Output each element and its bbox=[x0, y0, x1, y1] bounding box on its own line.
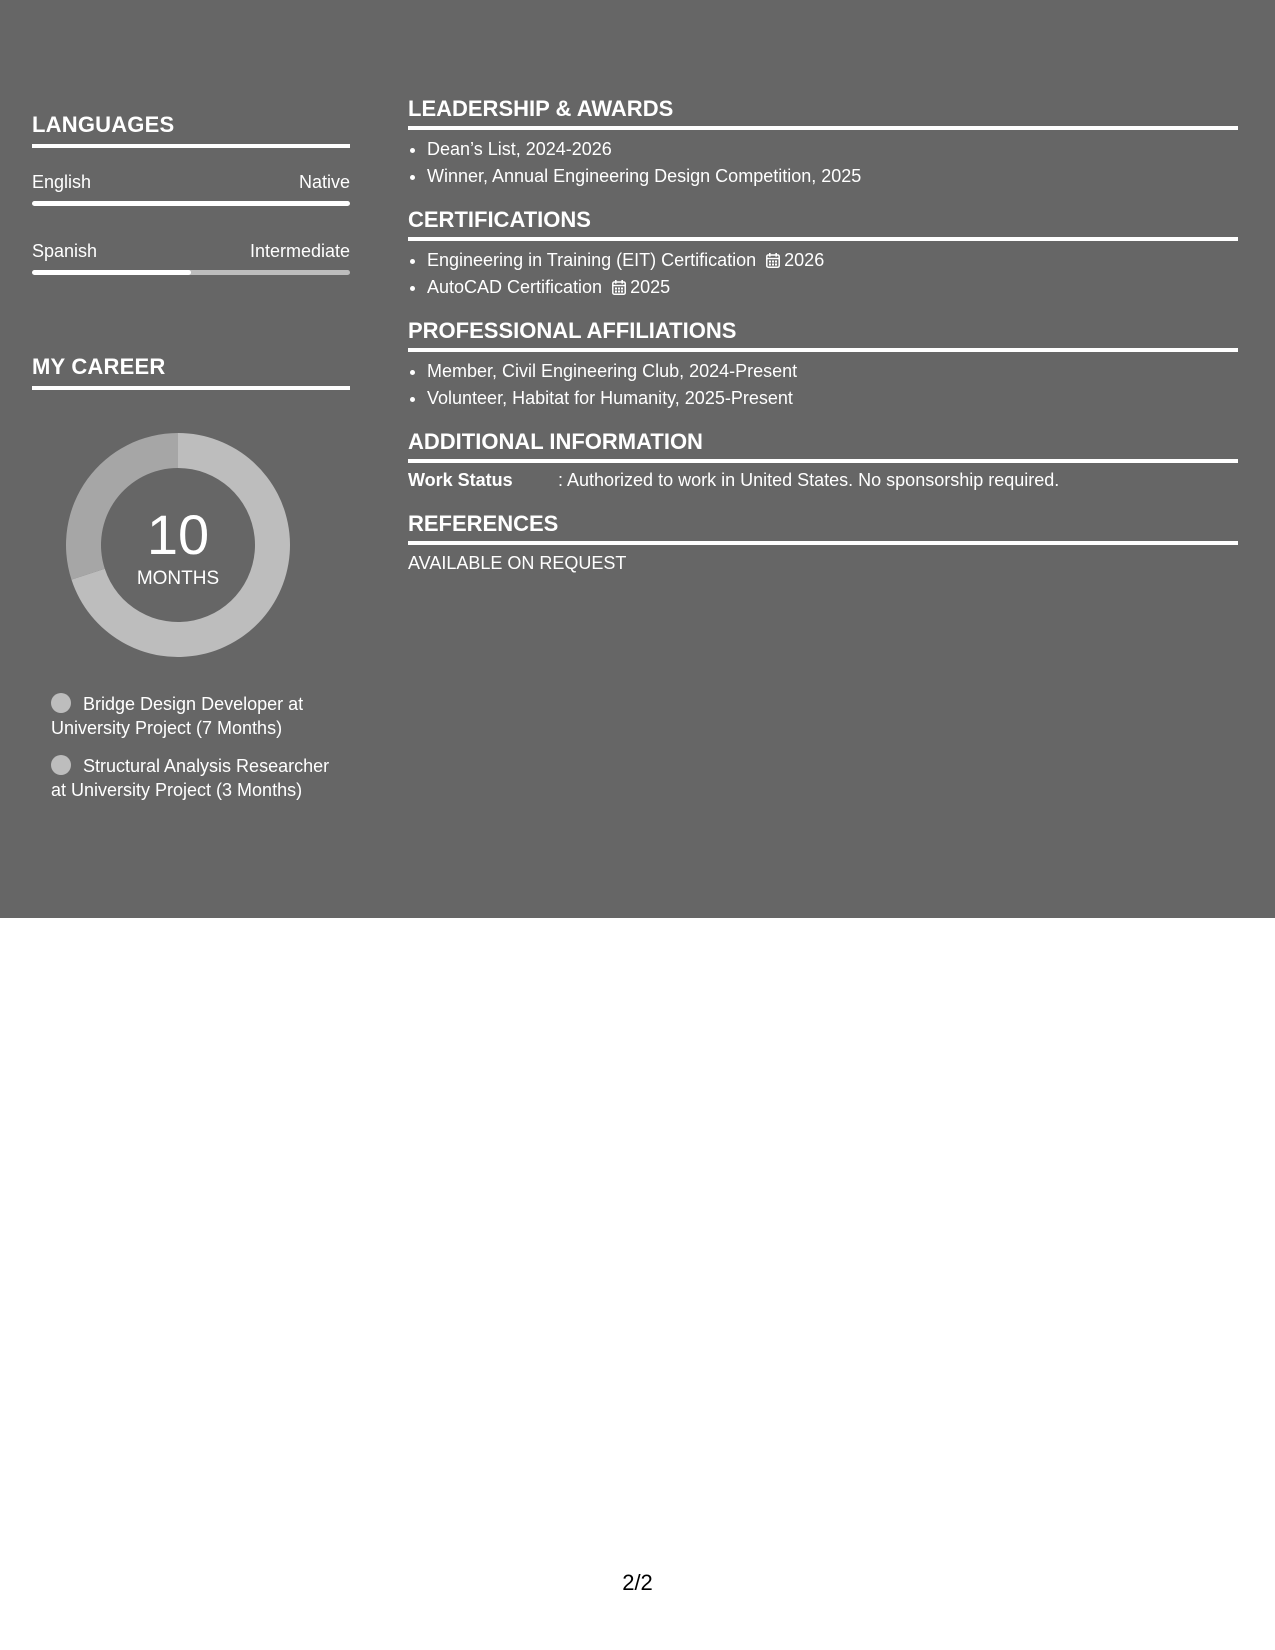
affiliations-heading: PROFESSIONAL AFFILIATIONS bbox=[408, 318, 1238, 352]
certifications-section bbox=[408, 207, 1238, 301]
page-number: 2/2 bbox=[622, 1570, 653, 1595]
language-name: English bbox=[32, 172, 92, 192]
affiliations-list bbox=[408, 358, 1238, 412]
list-item: • Member, Civil Engineering Club, 2024-Present bbox=[427, 358, 1238, 385]
work-status-value: : Authorized to work in United States. No sponsorship required. bbox=[558, 470, 1060, 490]
career-legend-item bbox=[51, 754, 331, 802]
work-status-label: Work Status bbox=[408, 470, 513, 490]
languages-heading: LANGUAGES bbox=[32, 112, 350, 148]
career-total-unit: MONTHS bbox=[136, 568, 220, 589]
language-proficiency-fill bbox=[32, 201, 350, 206]
references-text: AVAILABLE ON REQUEST bbox=[408, 553, 627, 573]
list-item bbox=[427, 247, 1238, 274]
additional-info-heading: ADDITIONAL INFORMATION bbox=[408, 429, 1238, 463]
list-item bbox=[427, 274, 1238, 301]
list-item: • Dean’s List, 2024-2026 bbox=[427, 136, 1238, 163]
affiliations-section bbox=[408, 318, 1238, 412]
list-item: • Winner, Annual Engineering Design Competition, 2025 bbox=[427, 163, 1238, 190]
language-proficiency-fill bbox=[32, 270, 191, 275]
calendar-icon bbox=[612, 280, 626, 295]
language-level: Intermediate bbox=[249, 241, 350, 261]
calendar-icon bbox=[766, 253, 780, 268]
language-name: Spanish bbox=[32, 241, 98, 261]
certification-name: Engineering in Training (EIT) Certification bbox=[427, 250, 757, 270]
leadership-heading: LEADERSHIP & AWARDS bbox=[408, 96, 1238, 130]
career-legend-item bbox=[51, 692, 331, 740]
leadership-section bbox=[408, 96, 1238, 190]
language-level: Native bbox=[298, 172, 350, 192]
leadership-list bbox=[408, 136, 1238, 190]
certifications-list bbox=[408, 247, 1238, 301]
legend-dot-icon bbox=[51, 693, 71, 713]
career-heading: MY CAREER bbox=[32, 354, 350, 390]
certification-year: 2026 bbox=[784, 250, 825, 270]
work-status-row bbox=[408, 470, 1238, 491]
language-proficiency-bar bbox=[32, 270, 350, 275]
references-section bbox=[408, 511, 1238, 574]
certification-year: 2025 bbox=[630, 277, 671, 297]
certifications-heading: CERTIFICATIONS bbox=[408, 207, 1238, 241]
language-proficiency-bar bbox=[32, 201, 350, 206]
legend-label: Structural Analysis Researcher at University Project (3 Months) bbox=[51, 756, 330, 800]
list-item: • Volunteer, Habitat for Humanity, 2025-Present bbox=[427, 385, 1238, 412]
certification-name: AutoCAD Certification bbox=[427, 277, 603, 297]
career-donut-chart bbox=[66, 433, 290, 657]
legend-label: Bridge Design Developer at University Project (7 Months) bbox=[51, 694, 304, 738]
legend-dot-icon bbox=[51, 755, 71, 775]
additional-info-section bbox=[408, 429, 1238, 491]
references-heading: REFERENCES bbox=[408, 511, 1238, 545]
career-total-value: 10 bbox=[146, 503, 210, 566]
